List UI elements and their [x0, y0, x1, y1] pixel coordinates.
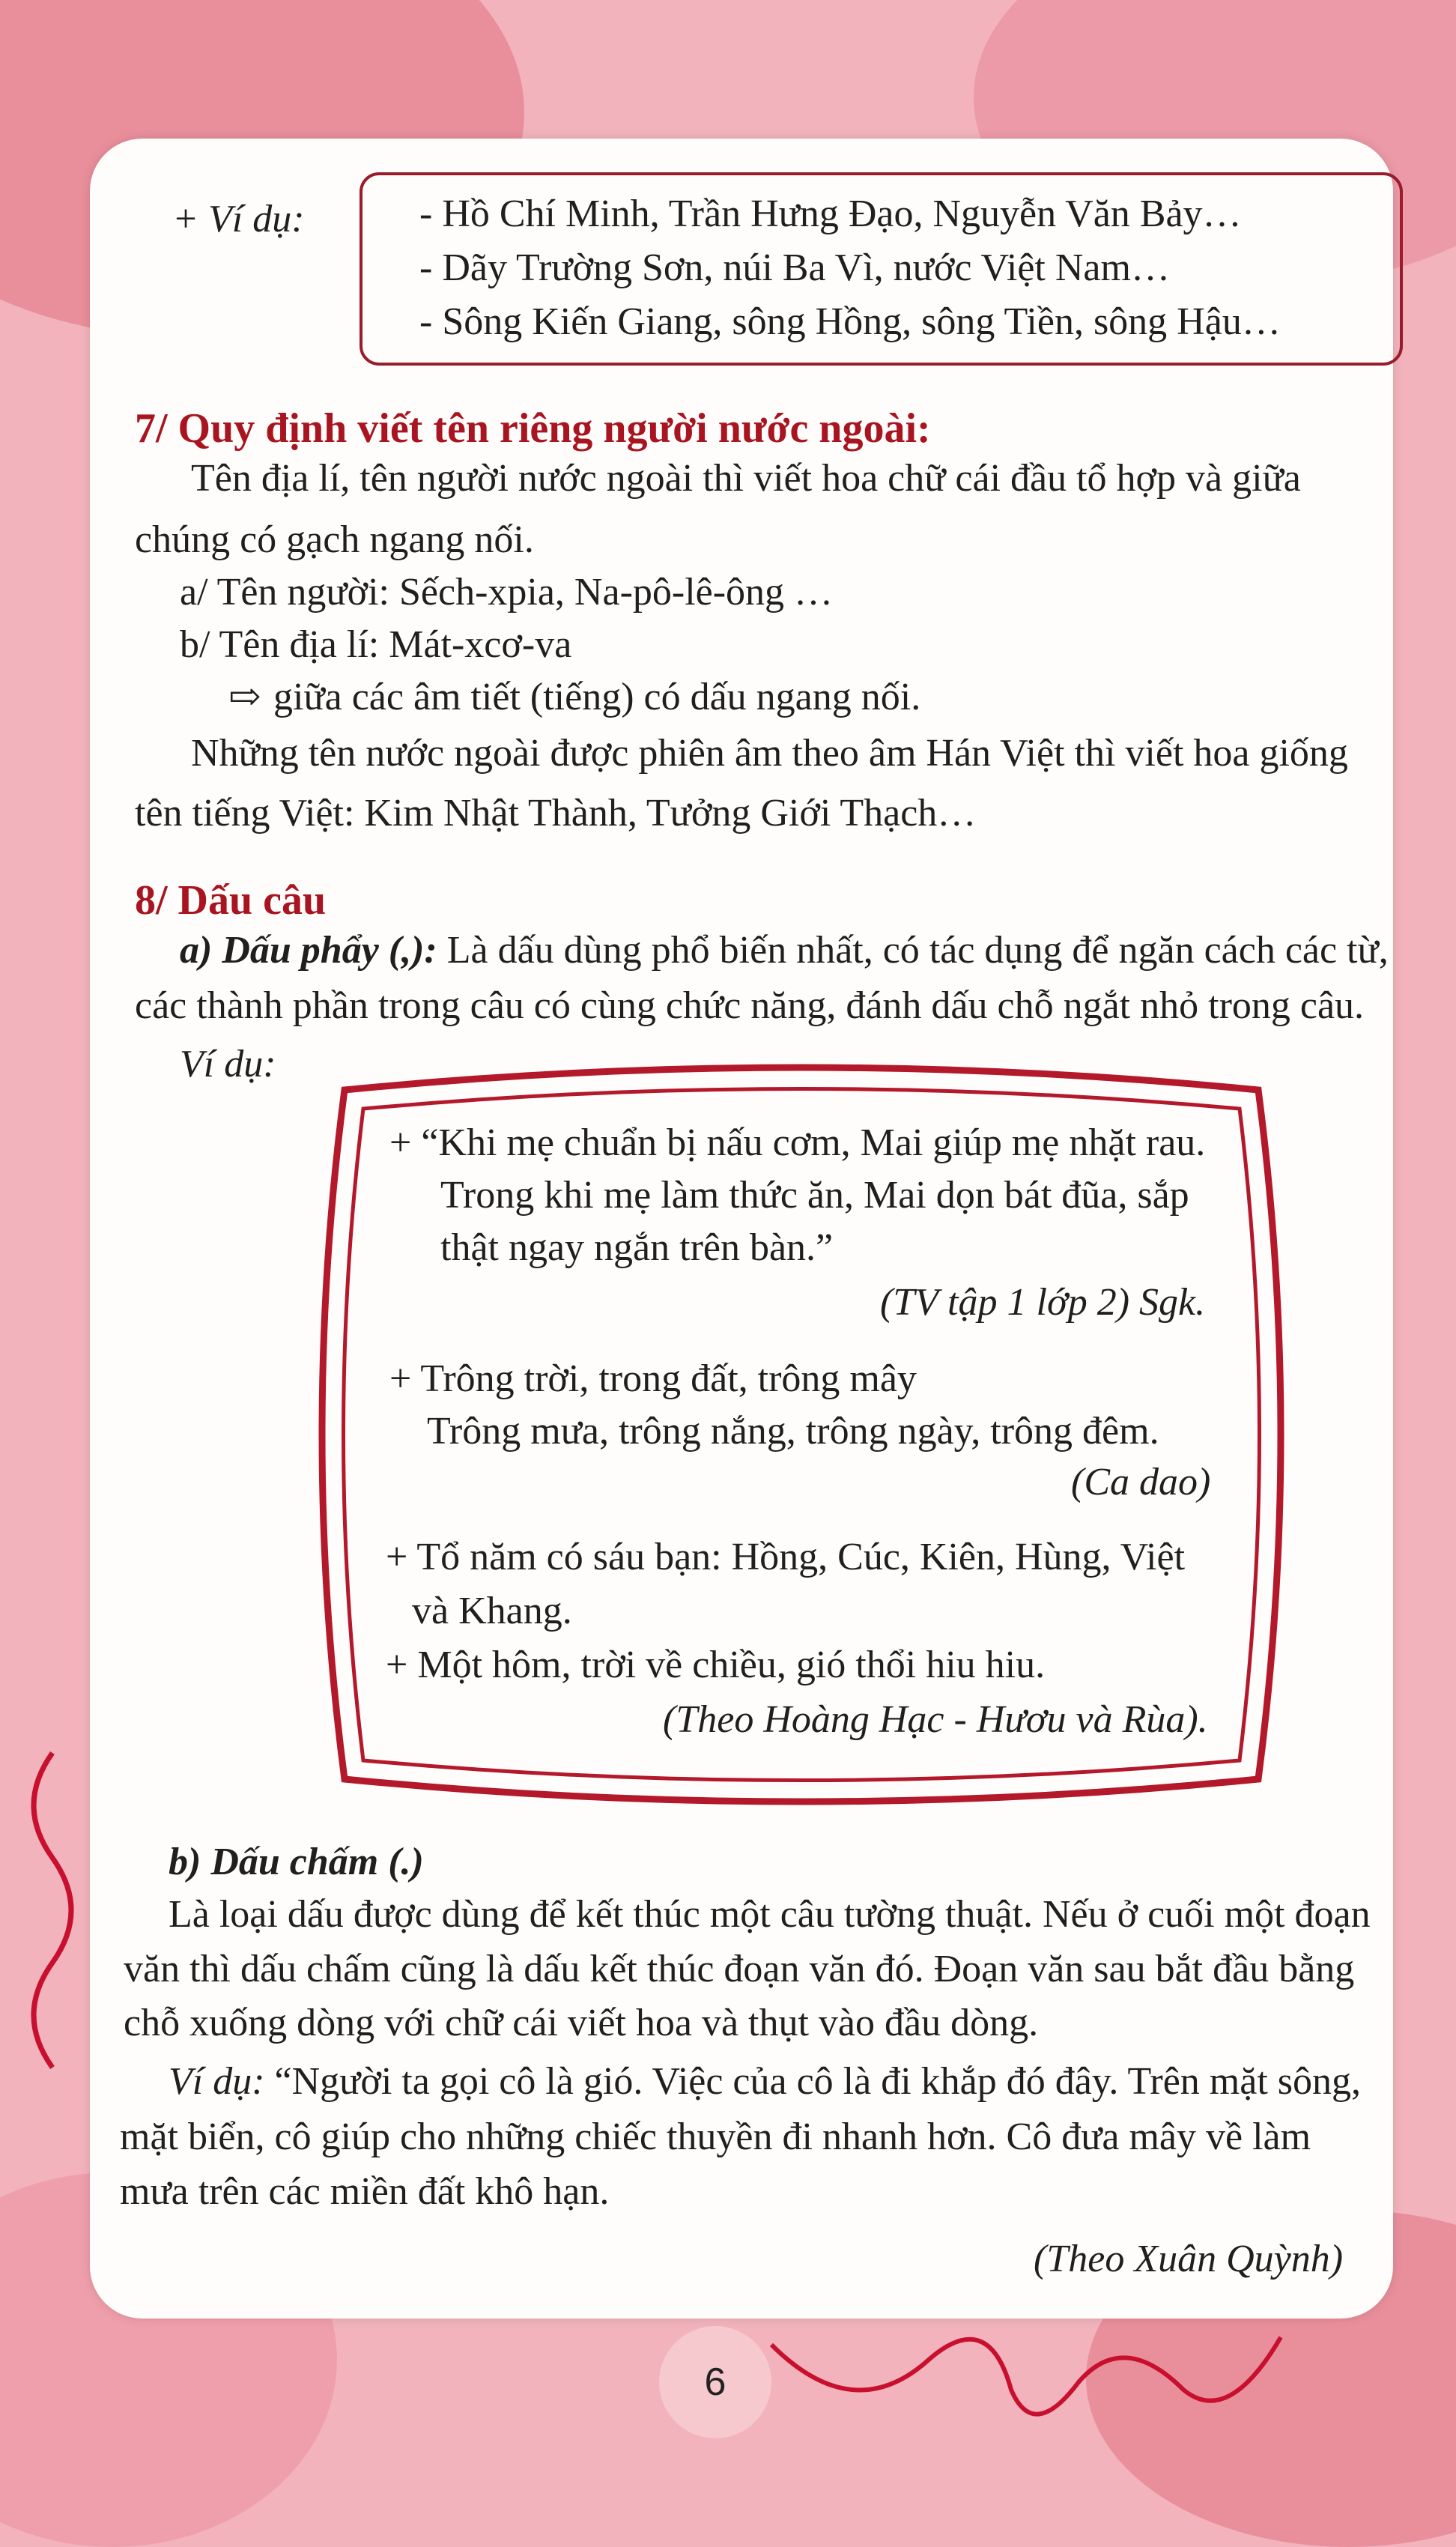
example-label: + Ví dụ:	[172, 198, 305, 240]
paragraph-line: Những tên nước ngoài được phiên âm theo âm Hán Việt thì viết hoa giống	[191, 732, 1348, 775]
source-note: (Theo Hoàng Hạc - Hươu và Rùa).	[663, 1698, 1208, 1741]
source-note: (Ca dao)	[1071, 1461, 1211, 1503]
section-heading: 7/ Quy định viết tên riêng người nước ngoài:	[135, 405, 931, 452]
frame-line: + Một hôm, trời về chiều, gió thổi hiu hiu.	[386, 1644, 1046, 1686]
paragraph-line: mưa trên các miền đất khô hạn.	[120, 2170, 610, 2213]
paragraph-line: chúng có gạch ngang nối.	[135, 518, 534, 561]
squiggle-decoration	[0, 1745, 105, 2120]
source-note: (TV tập 1 lớp 2) Sgk.	[880, 1281, 1206, 1324]
source-note: (Theo Xuân Quỳnh)	[1034, 2238, 1344, 2280]
frame-line: + Trông trời, trong đất, trông mây	[389, 1357, 917, 1400]
squiggle-decoration	[764, 2300, 1288, 2442]
list-item: b/ Tên địa lí: Mát-xcơ-va	[180, 623, 572, 666]
paragraph-text: “Người ta gọi cô là gió. Việc của cô là đi khắp đó đây. Trên mặt sông,	[264, 2060, 1362, 2103]
arrow-note: giữa các âm tiết (tiếng) có dấu ngang nối.	[273, 676, 921, 718]
paragraph-line: chỗ xuống dòng với chữ cái viết hoa và thụt vào đầu dòng.	[124, 2002, 1039, 2044]
frame-line: Trông mưa, trông nắng, trông ngày, trông đêm.	[427, 1410, 1159, 1453]
frame-line: Trong khi mẹ làm thức ăn, Mai dọn bát đũa, sắp	[440, 1174, 1189, 1217]
paragraph-line	[180, 927, 1389, 974]
paragraph-line: Tên địa lí, tên người nước ngoài thì viết hoa chữ cái đầu tổ hợp và giữa	[191, 457, 1301, 500]
frame-line: thật ngay ngắn trên bàn.”	[440, 1226, 834, 1269]
paragraph-line: tên tiếng Việt: Kim Nhật Thành, Tưởng Giới Thạch…	[135, 792, 977, 835]
paragraph-line: các thành phần trong câu có cùng chức năng, đánh dấu chỗ ngắt nhỏ trong câu.	[135, 984, 1365, 1027]
example-label: Ví dụ:	[169, 2060, 265, 2103]
arrow-icon: ⇨	[228, 676, 261, 718]
subheading: b) Dấu chấm (.)	[169, 1841, 424, 1883]
example-label: Ví dụ:	[180, 1043, 276, 1085]
subheading: a) Dấu phẩy (,):	[180, 929, 437, 972]
paragraph-line: văn thì dấu chấm cũng là dấu kết thúc đoạn văn đó. Đoạn văn sau bắt đầu bằng	[124, 1948, 1355, 1990]
paragraph-line: Là loại dấu được dùng để kết thúc một câu tường thuật. Nếu ở cuối một đoạn	[169, 1893, 1371, 1936]
example-line: - Hồ Chí Minh, Trần Hưng Đạo, Nguyễn Văn Bảy…	[419, 193, 1242, 235]
paragraph-line	[169, 2059, 1361, 2105]
list-item: a/ Tên người: Sếch-xpia, Na-pô-lê-ông …	[180, 571, 834, 614]
example-line: - Sông Kiến Giang, sông Hồng, sông Tiền, sông Hậu…	[419, 300, 1281, 343]
frame-line: + “Khi mẹ chuẩn bị nấu cơm, Mai giúp mẹ nhặt rau.	[389, 1121, 1206, 1164]
paragraph-line: mặt biển, cô giúp cho những chiếc thuyền đi nhanh hơn. Cô đưa mây về làm	[120, 2116, 1311, 2158]
example-line: - Dãy Trường Sơn, núi Ba Vì, nước Việt Nam…	[419, 246, 1170, 289]
page-number: 6	[659, 2326, 771, 2438]
paragraph-text: Là dấu dùng phổ biến nhất, có tác dụng để ngăn cách các từ,	[437, 929, 1389, 972]
frame-line: + Tổ năm có sáu bạn: Hồng, Cúc, Kiên, Hùng, Việt	[386, 1536, 1186, 1578]
section-heading: 8/ Dấu câu	[135, 877, 327, 924]
frame-line: và Khang.	[412, 1590, 572, 1632]
